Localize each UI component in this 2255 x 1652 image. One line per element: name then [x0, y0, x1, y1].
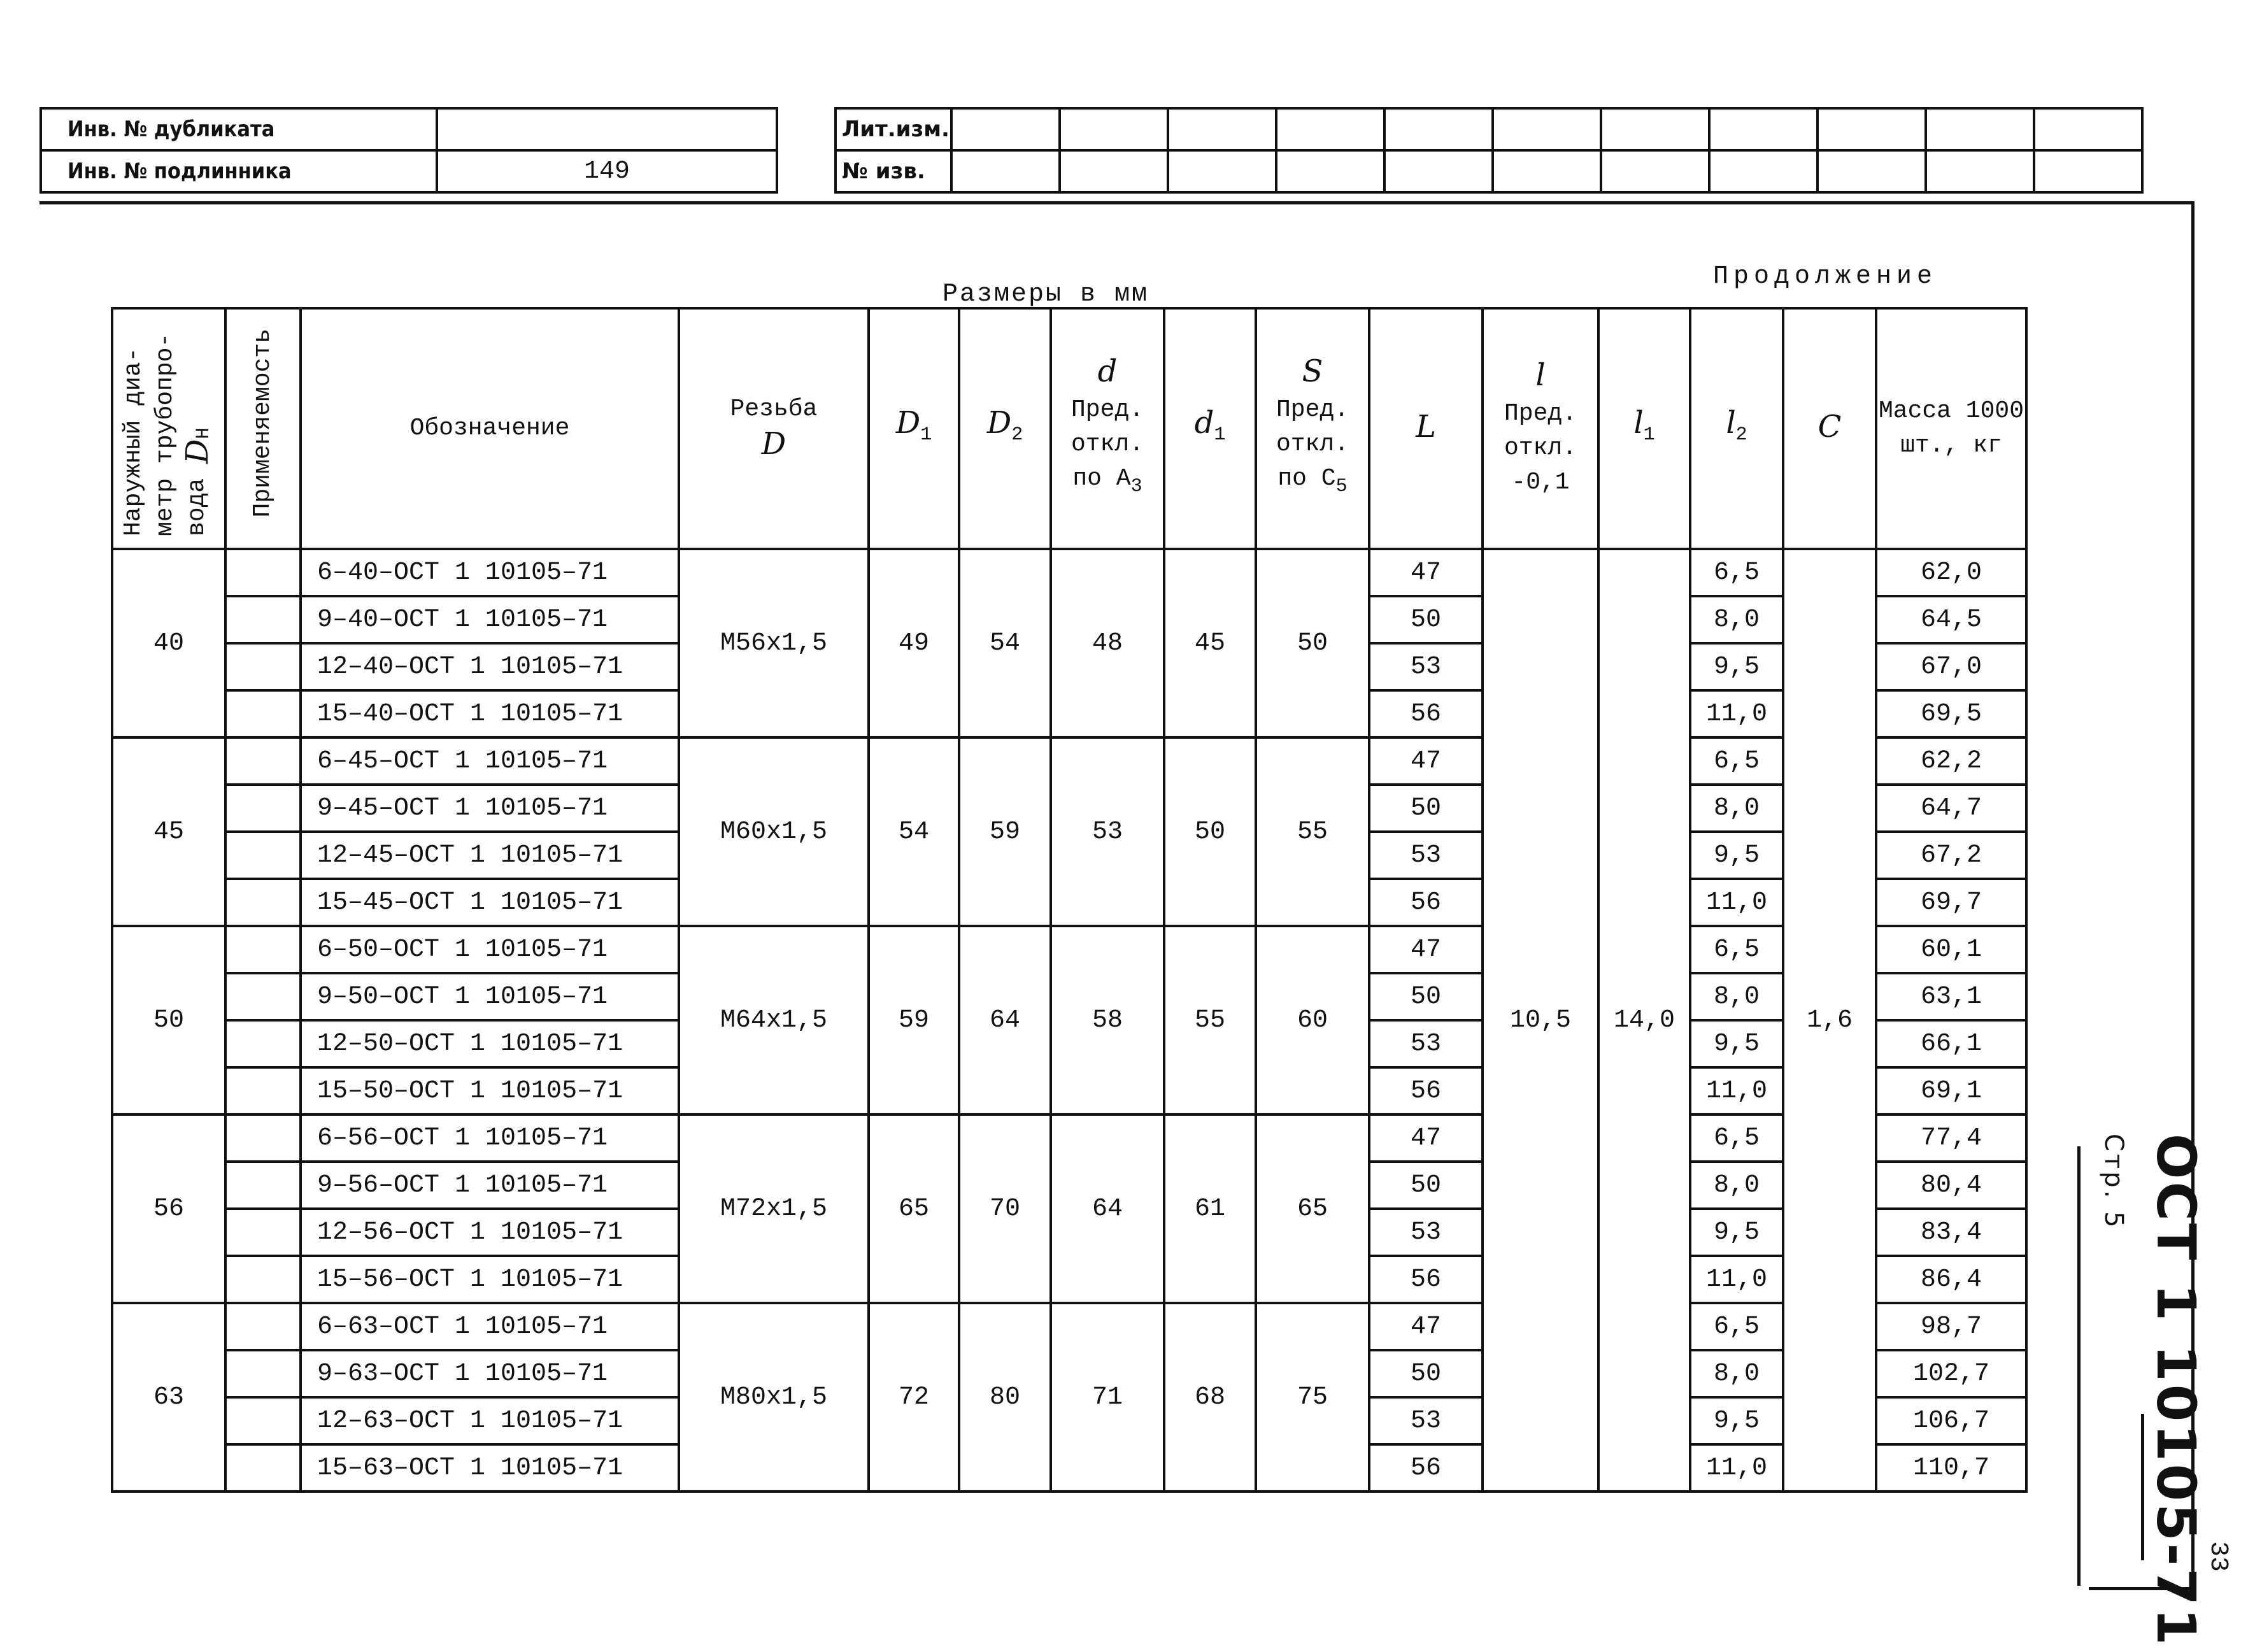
D1-cell: 65: [869, 1114, 959, 1303]
d1-cell: 68: [1164, 1303, 1256, 1492]
applicability-cell: [225, 832, 301, 879]
mass-cell: 62,2: [1876, 737, 2026, 785]
outer-diameter-cell: 40: [112, 549, 225, 737]
designation-cell: 12–63–ОСТ 1 10105–71: [301, 1397, 679, 1444]
table-row: [112, 737, 2026, 785]
notice-number-label: № изв.: [836, 150, 951, 192]
outer-diameter-cell: 50: [112, 926, 225, 1114]
L-cell: 56: [1369, 1067, 1483, 1114]
designation-cell: 15–63–ОСТ 1 10105–71: [301, 1444, 679, 1492]
mass-cell: 80,4: [1876, 1162, 2026, 1209]
applicability-cell: [225, 1256, 301, 1303]
dimensions-table: [111, 307, 2028, 1493]
D2-cell: 70: [959, 1114, 1051, 1303]
applicability-cell: [225, 690, 301, 737]
mass-cell: 64,5: [1876, 596, 2026, 643]
side-rule: [2077, 1146, 2081, 1586]
l2-cell: 9,5: [1690, 1397, 1783, 1444]
thread-cell: M72x1,5: [679, 1114, 869, 1303]
C-cell: 1,6: [1783, 549, 1876, 1492]
applicability-cell: [225, 973, 301, 1020]
applicability-cell: [225, 1067, 301, 1114]
l2-cell: 11,0: [1690, 879, 1783, 926]
document-code: ОСТ 1 10105-71 Стр. 5: [2099, 1134, 2207, 1648]
mass-cell: 62,0: [1876, 549, 2026, 596]
header-D1: $D_1$: [869, 308, 959, 549]
L-cell: 50: [1369, 973, 1483, 1020]
designation-cell: 6–40–ОСТ 1 10105–71: [301, 549, 679, 596]
l2-cell: 11,0: [1690, 690, 1783, 737]
mass-cell: 67,0: [1876, 643, 2026, 690]
S-cell: 50: [1256, 549, 1369, 737]
mass-cell: 98,7: [1876, 1303, 2026, 1350]
D1-cell: 59: [869, 926, 959, 1114]
thread-cell: M64x1,5: [679, 926, 869, 1114]
applicability-cell: [225, 1020, 301, 1067]
table-row: [112, 926, 2026, 973]
header-designation: Обозначение: [301, 308, 679, 549]
d-cell: 58: [1051, 926, 1164, 1114]
designation-cell: 15–40–ОСТ 1 10105–71: [301, 690, 679, 737]
thread-cell: M60x1,5: [679, 737, 869, 926]
outer-diameter-cell: 45: [112, 737, 225, 926]
header-thread: Резьба D: [679, 308, 869, 549]
mass-cell: 69,7: [1876, 879, 2026, 926]
l2-cell: 8,0: [1690, 1162, 1783, 1209]
mass-cell: 63,1: [1876, 973, 2026, 1020]
mass-cell: 60,1: [1876, 926, 2026, 973]
applicability-cell: [225, 1209, 301, 1256]
applicability-cell: [225, 549, 301, 596]
orig-inventory-value: 149: [437, 150, 777, 192]
thread-cell: M80x1,5: [679, 1303, 869, 1492]
applicability-cell: [225, 785, 301, 832]
L-cell: 47: [1369, 549, 1483, 596]
L-cell: 56: [1369, 1256, 1483, 1303]
L-cell: 56: [1369, 690, 1483, 737]
outer-diameter-cell: 56: [112, 1114, 225, 1303]
l-cell: 10,5: [1483, 549, 1598, 1492]
l2-cell: 9,5: [1690, 1020, 1783, 1067]
l2-cell: 6,5: [1690, 737, 1783, 785]
frame-top-line: [39, 201, 2195, 204]
D2-cell: 80: [959, 1303, 1051, 1492]
designation-cell: 6–45–ОСТ 1 10105–71: [301, 737, 679, 785]
S-cell: 65: [1256, 1114, 1369, 1303]
applicability-cell: [225, 926, 301, 973]
applicability-cell: [225, 1350, 301, 1397]
L-cell: 47: [1369, 1114, 1483, 1162]
mass-cell: 64,7: [1876, 785, 2026, 832]
applicability-cell: [225, 1444, 301, 1492]
table-row: [112, 549, 2026, 596]
designation-cell: 9–63–ОСТ 1 10105–71: [301, 1350, 679, 1397]
l2-cell: 9,5: [1690, 1209, 1783, 1256]
header-mass: Масса 1000 шт., кг: [1876, 308, 2026, 549]
applicability-cell: [225, 643, 301, 690]
dup-inventory-value: [437, 108, 777, 150]
table-row: [112, 1303, 2026, 1350]
L-cell: 53: [1369, 832, 1483, 879]
designation-cell: 6–50–ОСТ 1 10105–71: [301, 926, 679, 973]
table-row: [112, 1114, 2026, 1162]
designation-cell: 9–56–ОСТ 1 10105–71: [301, 1162, 679, 1209]
L-cell: 53: [1369, 643, 1483, 690]
header-C: C: [1783, 308, 1876, 549]
applicability-cell: [225, 879, 301, 926]
l2-cell: 6,5: [1690, 926, 1783, 973]
L-cell: 50: [1369, 1350, 1483, 1397]
L-cell: 56: [1369, 879, 1483, 926]
dup-inventory-label: Инв. № дубликата: [41, 108, 437, 150]
page-number: 33: [2203, 1541, 2232, 1572]
applicability-cell: [225, 1114, 301, 1162]
designation-cell: 12–56–ОСТ 1 10105–71: [301, 1209, 679, 1256]
d1-cell: 61: [1164, 1114, 1256, 1303]
l2-cell: 8,0: [1690, 973, 1783, 1020]
mass-cell: 66,1: [1876, 1020, 2026, 1067]
d1-cell: 55: [1164, 926, 1256, 1114]
L-cell: 56: [1369, 1444, 1483, 1492]
l2-cell: 11,0: [1690, 1067, 1783, 1114]
header-d1: $d_1$: [1164, 308, 1256, 549]
mass-cell: 106,7: [1876, 1397, 2026, 1444]
L-cell: 53: [1369, 1209, 1483, 1256]
header-D2: $D_2$: [959, 308, 1051, 549]
mass-cell: 110,7: [1876, 1444, 2026, 1492]
L-cell: 47: [1369, 737, 1483, 785]
l2-cell: 9,5: [1690, 832, 1783, 879]
D2-cell: 54: [959, 549, 1051, 737]
L-cell: 50: [1369, 596, 1483, 643]
D1-cell: 72: [869, 1303, 959, 1492]
applicability-cell: [225, 1303, 301, 1350]
L-cell: 53: [1369, 1020, 1483, 1067]
designation-cell: 9–45–ОСТ 1 10105–71: [301, 785, 679, 832]
mass-cell: 86,4: [1876, 1256, 2026, 1303]
orig-inventory-label: Инв. № подлинника: [41, 150, 437, 192]
l2-cell: 8,0: [1690, 785, 1783, 832]
designation-cell: 15–45–ОСТ 1 10105–71: [301, 879, 679, 926]
inventory-stamp: [39, 107, 778, 194]
d1-cell: 50: [1164, 737, 1256, 926]
mass-cell: 77,4: [1876, 1114, 2026, 1162]
S-cell: 55: [1256, 737, 1369, 926]
l2-cell: 11,0: [1690, 1256, 1783, 1303]
header-l2: $l_2$: [1690, 308, 1783, 549]
applicability-cell: [225, 1397, 301, 1444]
header-l: l Пред. откл. -0,1: [1483, 308, 1598, 549]
d-cell: 53: [1051, 737, 1164, 926]
designation-cell: 12–45–ОСТ 1 10105–71: [301, 832, 679, 879]
D1-cell: 49: [869, 549, 959, 737]
L-cell: 53: [1369, 1397, 1483, 1444]
d-cell: 64: [1051, 1114, 1164, 1303]
mass-cell: 69,5: [1876, 690, 2026, 737]
designation-cell: 9–50–ОСТ 1 10105–71: [301, 973, 679, 1020]
lit-change-label: Лит.изм.: [836, 108, 951, 150]
l2-cell: 9,5: [1690, 643, 1783, 690]
designation-cell: 12–40–ОСТ 1 10105–71: [301, 643, 679, 690]
designation-cell: 12–50–ОСТ 1 10105–71: [301, 1020, 679, 1067]
D2-cell: 64: [959, 926, 1051, 1114]
designation-cell: 9–40–ОСТ 1 10105–71: [301, 596, 679, 643]
designation-cell: 15–56–ОСТ 1 10105–71: [301, 1256, 679, 1303]
l2-cell: 8,0: [1690, 596, 1783, 643]
d-cell: 71: [1051, 1303, 1164, 1492]
header-l1: $l_1$: [1598, 308, 1690, 549]
header-d: d Пред. откл. по $А_3$: [1051, 308, 1164, 549]
l2-cell: 8,0: [1690, 1350, 1783, 1397]
header-applicability: Применяемость: [225, 308, 301, 549]
l2-cell: 6,5: [1690, 1114, 1783, 1162]
applicability-cell: [225, 1162, 301, 1209]
S-cell: 60: [1256, 926, 1369, 1114]
header-row: [112, 308, 2026, 549]
S-cell: 75: [1256, 1303, 1369, 1492]
header-S: S Пред. откл. по $С_5$: [1256, 308, 1369, 549]
designation-cell: 15–50–ОСТ 1 10105–71: [301, 1067, 679, 1114]
d1-cell: 45: [1164, 549, 1256, 737]
L-cell: 47: [1369, 926, 1483, 973]
header-L: L: [1369, 308, 1483, 549]
header-outer-diameter: Наружный диа- метр трубопро- вода $D_H$: [112, 308, 225, 549]
thread-cell: M56x1,5: [679, 549, 869, 737]
sizes-caption: Размеры в мм: [943, 280, 1149, 309]
L-cell: 50: [1369, 785, 1483, 832]
l2-cell: 6,5: [1690, 549, 1783, 596]
mass-cell: 69,1: [1876, 1067, 2026, 1114]
outer-diameter-cell: 63: [112, 1303, 225, 1492]
D2-cell: 59: [959, 737, 1051, 926]
designation-cell: 6–63–ОСТ 1 10105–71: [301, 1303, 679, 1350]
mass-cell: 67,2: [1876, 832, 2026, 879]
L-cell: 47: [1369, 1303, 1483, 1350]
l2-cell: 6,5: [1690, 1303, 1783, 1350]
L-cell: 50: [1369, 1162, 1483, 1209]
d-cell: 48: [1051, 549, 1164, 737]
designation-cell: 6–56–ОСТ 1 10105–71: [301, 1114, 679, 1162]
l1-cell: 14,0: [1598, 549, 1690, 1492]
applicability-cell: [225, 737, 301, 785]
l2-cell: 11,0: [1690, 1444, 1783, 1492]
continuation-caption: Продолжение: [1713, 262, 1938, 291]
change-stamp: [834, 107, 2144, 194]
mass-cell: 102,7: [1876, 1350, 2026, 1397]
applicability-cell: [225, 596, 301, 643]
D1-cell: 54: [869, 737, 959, 926]
mass-cell: 83,4: [1876, 1209, 2026, 1256]
